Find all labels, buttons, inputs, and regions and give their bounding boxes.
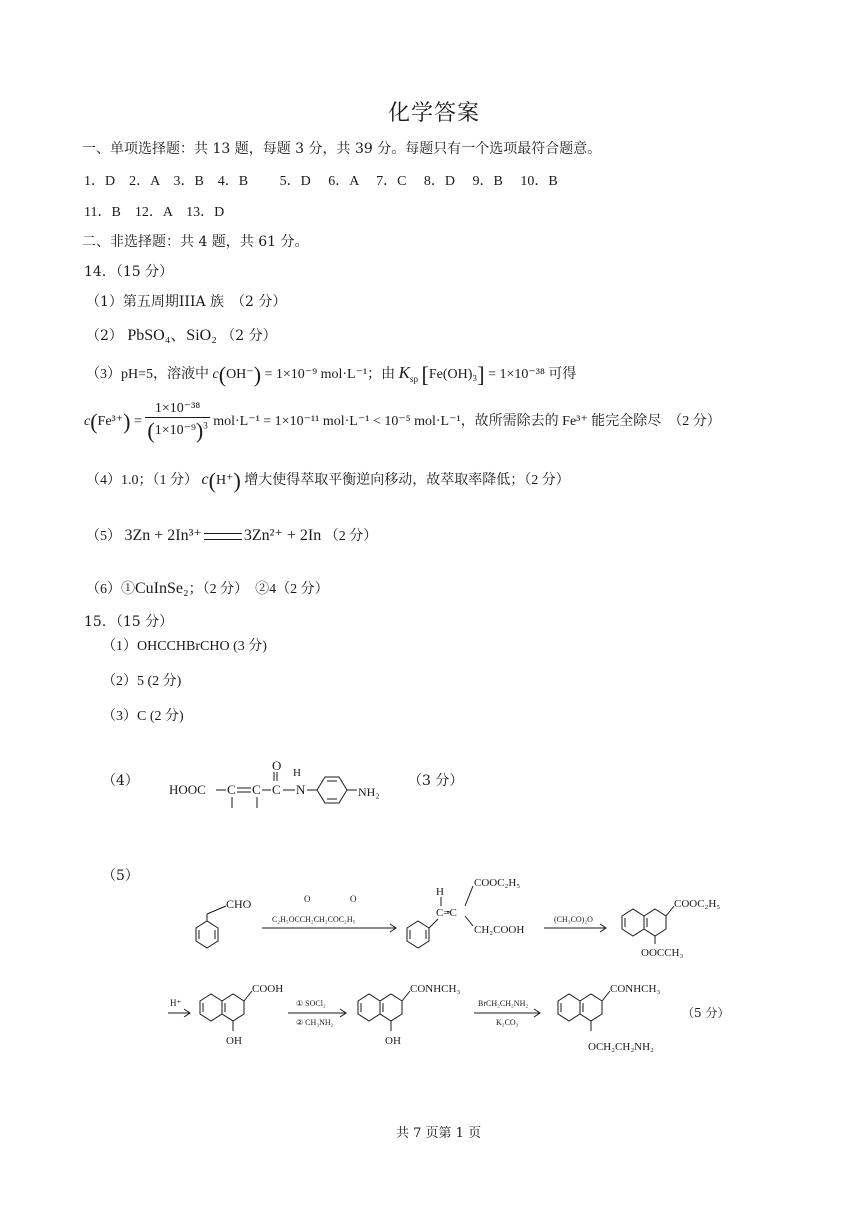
q14-c-symbol-3: c — [201, 471, 209, 489]
q14-k-symbol: K — [398, 363, 411, 383]
q14-part-6-formula: CuInSe₂ — [135, 580, 189, 597]
q14-c-symbol-2: c — [84, 414, 91, 430]
q14-part-1: （1）第五周期IIIA 族 （2 分） — [86, 294, 287, 310]
section-2-heading: 二、非选择题：共 4 题，共 61 分。 — [82, 234, 309, 250]
q14-part-3-prefix: （3）pH=5，溶液中 — [86, 367, 210, 383]
page-title: 化学答案 — [388, 101, 481, 126]
q14-equation-products: 3Zn²⁺ + 2In — [243, 527, 322, 544]
section-1-heading: 一、单项选择题：共 13 题，每题 3 分，共 39 分。每题只有一个选项最符合题意。 — [82, 141, 602, 157]
scheme-och2ch2nh2: OCH₂CH₂NH₂ — [588, 1041, 654, 1053]
q14-header: 14．（15 分） — [84, 264, 174, 280]
q14-fraction-numerator: 1×10⁻³⁸ — [145, 400, 209, 418]
scheme-reagent4b: ② CH₃NH₂ — [296, 1018, 334, 1027]
q14-part-2-label: （2） — [86, 328, 123, 344]
q15-synthesis-scheme — [160, 876, 740, 1060]
scheme-reagent1-o1: O — [304, 894, 311, 904]
scheme-reagent3: H⁺ — [170, 998, 182, 1008]
q14-part-5-prefix: （5） — [86, 529, 121, 544]
q14-ksp-value: = 1×10⁻³⁸ 可得 — [488, 367, 577, 383]
q14-part-3-calculation: c(Fe³⁺) = $\frac{\text{1×10⁻³⁸}}{(1\times 10^{-9})^3}$ mol·L⁻¹ = 1×10⁻¹¹ mol·L⁻¹ < 10⁻⁵ mol·L⁻¹，故所需除去的 Fe³⁺ 能完全除尽 （2 分） — [84, 401, 721, 443]
scheme-reagent4a: ① SOCl₂ — [296, 999, 326, 1008]
q14-equation-reactants: 3Zn + 2In³⁺ — [124, 527, 202, 544]
scheme-conhch3-1: CONHCH₃ — [410, 983, 461, 995]
struct-c2: C — [252, 782, 261, 797]
q15-header: 15．（15 分） — [84, 614, 174, 630]
q15-part-1: （1）OHCCHBrCHO (3 分) — [102, 639, 267, 654]
q14-c-symbol: c — [212, 367, 219, 383]
q15-part-2: （2）5 (2 分) — [102, 674, 182, 689]
q14-fraction-denominator: 1×10⁻⁹ — [154, 423, 196, 439]
q15-part-5-label: （5） — [102, 868, 139, 884]
scheme-h: H — [436, 886, 444, 898]
q14-part-5 — [86, 525, 377, 545]
scheme-c-eq-c: C=C — [436, 907, 457, 919]
scheme-reagent1: C₂H₅OCCH₂CH₂COC₂H₅ — [272, 915, 356, 924]
scheme-reagent5b: K₂CO₃ — [496, 1018, 519, 1027]
struct-n: N — [296, 782, 306, 797]
q14-oh-concentration: = 1×10⁻⁹ mol·L⁻¹；由 — [264, 367, 396, 383]
q14-part-4-explanation: 增大使得萃取平衡逆向移动，故萃取率降低；（2 分） — [244, 473, 570, 489]
scheme-oocch3: OOCCH₃ — [641, 947, 684, 959]
struct-o: O — [272, 758, 282, 773]
struct-nh2: NH₂ — [358, 785, 380, 799]
scheme-oh-2: OH — [385, 1035, 401, 1047]
struct-c1: C — [227, 782, 236, 797]
q14-part-2 — [86, 322, 277, 345]
q15-part-4-label: （4） — [102, 773, 139, 789]
q15-part-4-score: （3 分） — [408, 773, 464, 789]
q15-part-3: （3）C (2 分) — [102, 709, 184, 724]
scheme-reagent5a: BrCH₂CH₂NH₂ — [478, 999, 529, 1008]
scheme-cooet-1: COOC₂H₅ — [474, 877, 521, 889]
scheme-oh-1: OH — [226, 1035, 242, 1047]
q14-fraction: $\frac{\text{1×10⁻³⁸}}{(1\times 10^{-9})^3}$ — [147, 401, 208, 443]
q14-oh-ion: OH⁻ — [226, 367, 254, 383]
q14-part-3: （3）pH=5，溶液中 c(OH⁻) = 1×10⁻⁹ mol·L⁻¹；由 $K_{sp}$ [Fe(OH)₃] = 1×10⁻³⁸ 可得 — [86, 362, 577, 387]
q14-part-4-prefix: （4）1.0；（1 分） — [86, 473, 198, 489]
q14-fraction-exponent: 3 — [203, 420, 208, 431]
scheme-cooet-2: COOC₂H₅ — [674, 898, 721, 910]
q14-part-3-conclusion: ，故所需除去的 Fe³⁺ 能完全除尽 （2 分） — [460, 414, 721, 430]
q14-h-ion: H⁺ — [215, 473, 234, 489]
q14-part-6-tail: ；（2 分） ②4（2 分） — [188, 582, 329, 597]
q14-part-6 — [86, 578, 329, 598]
q14-fe-concentration: mol·L⁻¹ = 1×10⁻¹¹ mol·L⁻¹ < 10⁻⁵ mol·L⁻¹ — [213, 414, 461, 430]
struct-hooc: HOOC — [169, 782, 206, 797]
q14-part-4: （4）1.0；（1 分） c(H⁺) 增大使得萃取平衡逆向移动，故萃取率降低；（2 分） — [86, 468, 570, 493]
q14-part-5-score: （2 分） — [324, 529, 378, 544]
q14-part-2-score: （2 分） — [221, 328, 277, 344]
scheme-reagent2: (CH₃CO)₂O — [554, 915, 593, 924]
scheme-cho: CHO — [226, 897, 252, 911]
equation-equals-sign — [204, 533, 242, 540]
q14-sp-subscript: sp — [410, 374, 419, 385]
scheme-conhch3-2: CONHCH₃ — [610, 983, 661, 995]
q14-feoh3: Fe(OH)₃ — [428, 367, 478, 383]
scheme-cooh: COOH — [252, 983, 284, 995]
q14-fe-ion: Fe³⁺ — [97, 414, 124, 430]
scheme-reagent1-o2: O — [350, 894, 357, 904]
answers-row-1: 1．D 2．A 3．B 4．B 5．D 6．A 7．C 8．D 9．B 10．B — [84, 174, 558, 189]
scheme-ch2cooh: CH₂COOH — [474, 924, 525, 936]
struct-c3: C — [272, 782, 281, 797]
struct-h: H — [293, 767, 301, 779]
page-footer: 共 7 页第 1 页 — [396, 1126, 482, 1141]
answers-row-2: 11．B 12．A 13．D — [84, 205, 225, 220]
q14-part-2-formula: PbSO₄、SiO₂ — [127, 327, 217, 344]
q15-part-5-score: （5 分） — [682, 1006, 730, 1020]
q15-part-4-structure — [165, 752, 395, 816]
q14-part-6-prefix: （6）① — [86, 582, 135, 597]
